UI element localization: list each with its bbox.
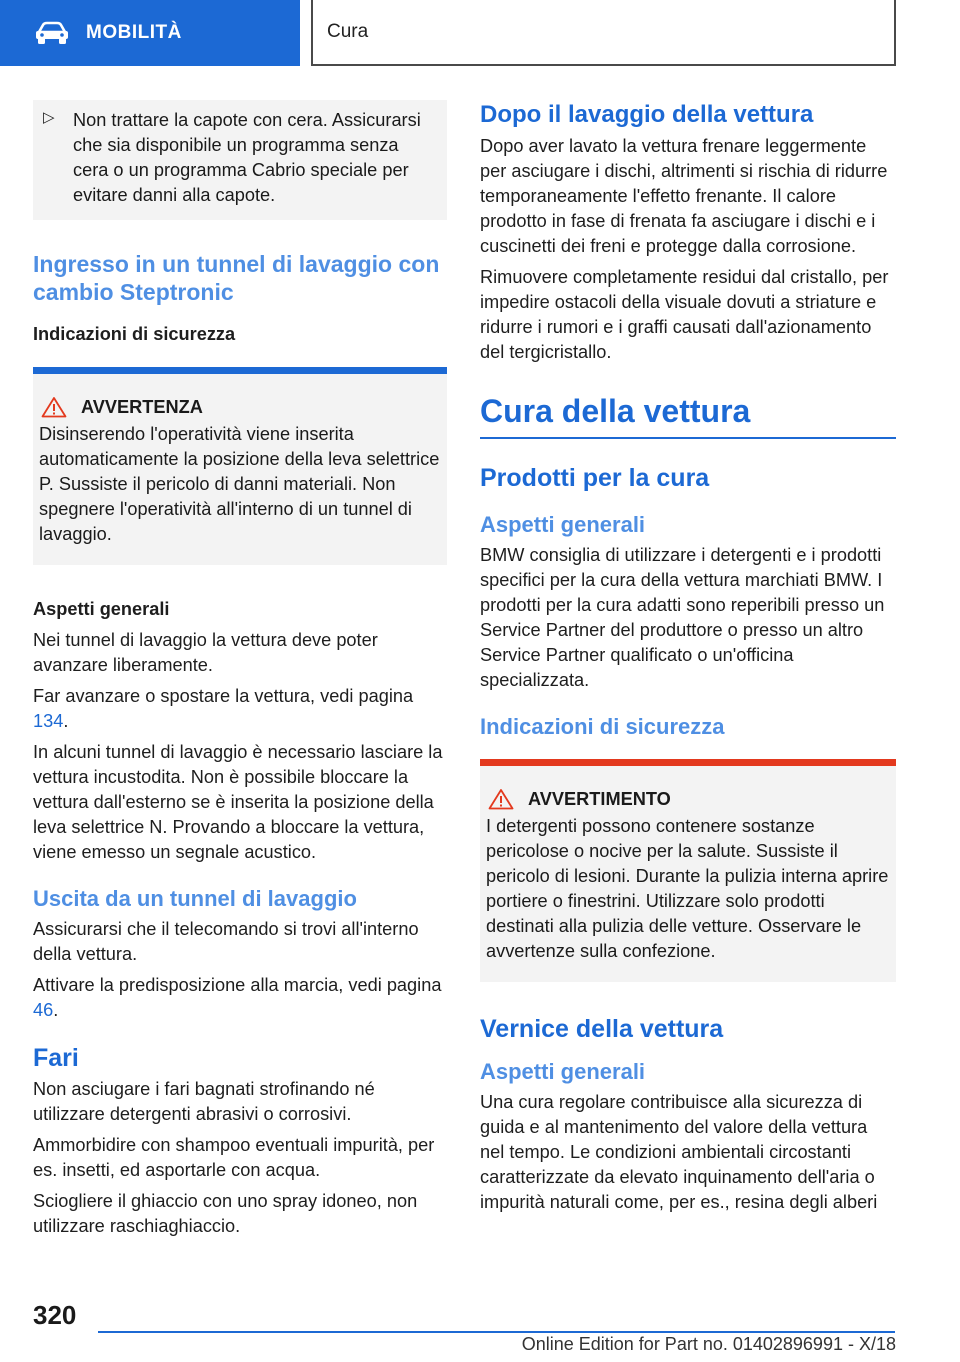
heading-exit-tunnel: Uscita da un tunnel di lavaggio (33, 886, 357, 911)
paragraph: Ammorbidire con shampoo eventuali impurità, per es. insetti, ed asportarle con acqua. (33, 1135, 435, 1180)
chapter-header (311, 0, 896, 66)
warning-triangle-icon (488, 788, 514, 810)
page-link-46[interactable]: 46 (33, 1000, 54, 1020)
paragraph: BMW consiglia di utilizzare i detergenti e i prodotti specifici per la cura della vettura marchiati BMW. I prodotti per la cura adatti sono reperibili presso un Service Partner del produttore o presso un altro Service Partner qualificato o un'officina specializzata. (480, 545, 885, 690)
paragraph: Rimuovere completamente residui dal cristallo, per impedire ostacoli della visuale dovuti a striature e ridurre i rumori e i graffi causati dall'azionamento del tergicristallo. (480, 267, 889, 362)
note-box (33, 100, 447, 220)
paragraph-with-link: Far avanzare o spostare la vettura, vedi pagina 134. (33, 686, 414, 731)
heading-after-wash: Dopo il lavaggio della vettura (480, 101, 814, 128)
warning-text: I detergenti possono contenere sostanze pericolose o nocive per la salute. Sussiste il pericolo di lesioni. Durante la pulizia interna aprire portiere o finestrini. Utilizzare solo prodotti destinati alla pulizia delle vetture. Osservare le avvertenze sulla confezione. (486, 816, 889, 961)
footer-edition: Online Edition for Part no. 01402896991 - X/18 (521, 1334, 896, 1354)
paragraph: Sciogliere il ghiaccio con uno spray idoneo, non utilizzare raschiaghiaccio. (33, 1191, 418, 1236)
paragraph: Non asciugare i fari bagnati strofinando né utilizzare detergenti abrasivi o corrosivi. (33, 1079, 375, 1124)
paragraph: Assicurarsi che il telecomando si trovi all'interno della vettura. (33, 919, 419, 964)
warning-box-avvertenza (33, 367, 447, 565)
car-icon (34, 21, 70, 45)
warning-box-avvertimento (480, 759, 896, 982)
paragraph-with-link: Attivare la predisposizione alla marcia, vedi pagina 46. (33, 975, 442, 1020)
warning-title: AVVERTIMENTO (528, 788, 671, 809)
heading-paint: Vernice della vettura (480, 1015, 724, 1043)
warning-text: Disinserendo l'operatività viene inserita automaticamente la posizione della leva selettrice P. Sussiste il pericolo di danni materiali. Non spegnere l'operatività all'interno di un tunnel di lavaggio. (39, 424, 440, 544)
note-marker-icon: ▷ (43, 109, 55, 126)
page-link-134[interactable]: 134 (33, 711, 64, 731)
paragraph: Dopo aver lavato la vettura frenare leggermente per asciugare i dischi, altrimenti si rischia di ridurre temporaneamente l'effetto frenante. Il calore prodotto in fase di frenata fa asciugare i dischi e i cuscinetti dei freni e protegge dalla corrosione. (480, 136, 888, 256)
warning-triangle-icon (41, 396, 67, 418)
heading-safety-right: Indicazioni di sicurezza (480, 714, 725, 739)
page-number: 320 (33, 1300, 77, 1330)
paragraph: Una cura regolare contribuisce alla sicurezza di guida e al mantenimento del valore della vettura nel tempo. Le condizioni ambientali circostanti caratterizzate da elevato inquinamento dell'aria o impurità naturali come, per es., resina degli alberi (480, 1092, 878, 1212)
warning-title-row (486, 788, 890, 810)
chapter-title: Cura (327, 21, 369, 42)
note-text: Non trattare la capote con cera. Assicurarsi che sia disponibile un programma senza cera o un programma Cabrio speciale per evitare danni alla capote. (73, 110, 421, 205)
left-column (33, 100, 447, 1245)
heading-general-right: Aspetti generali (480, 512, 646, 537)
section-title: MOBILITÀ (86, 22, 182, 43)
heading-fari: Fari (33, 1044, 79, 1072)
right-column (480, 100, 896, 1221)
heading-general-left: Aspetti generali (33, 599, 170, 619)
heading-safety-left: Indicazioni di sicurezza (33, 324, 236, 344)
section-tab[interactable] (0, 0, 300, 66)
footer-divider (98, 1331, 895, 1333)
warning-title-row (39, 396, 441, 418)
heading-car-care: Cura della vettura (480, 391, 896, 439)
paragraph: In alcuni tunnel di lavaggio è necessario lasciare la vettura incustodita. Non è possibile bloccare la vettura dall'esterno se è inserita la posizione della leva selettrice N. Provando a bloccare la vettura, viene emesso un segnale acustico. (33, 742, 443, 862)
paragraph: Nei tunnel di lavaggio la vettura deve poter avanzare liberamente. (33, 630, 378, 675)
warning-title: AVVERTENZA (81, 396, 203, 417)
heading-steptronic-tunnel: Ingresso in un tunnel di lavaggio con cambio Steptronic (33, 251, 440, 305)
heading-care-products: Prodotti per la cura (480, 464, 710, 492)
heading-general-right-2: Aspetti generali (480, 1059, 646, 1084)
